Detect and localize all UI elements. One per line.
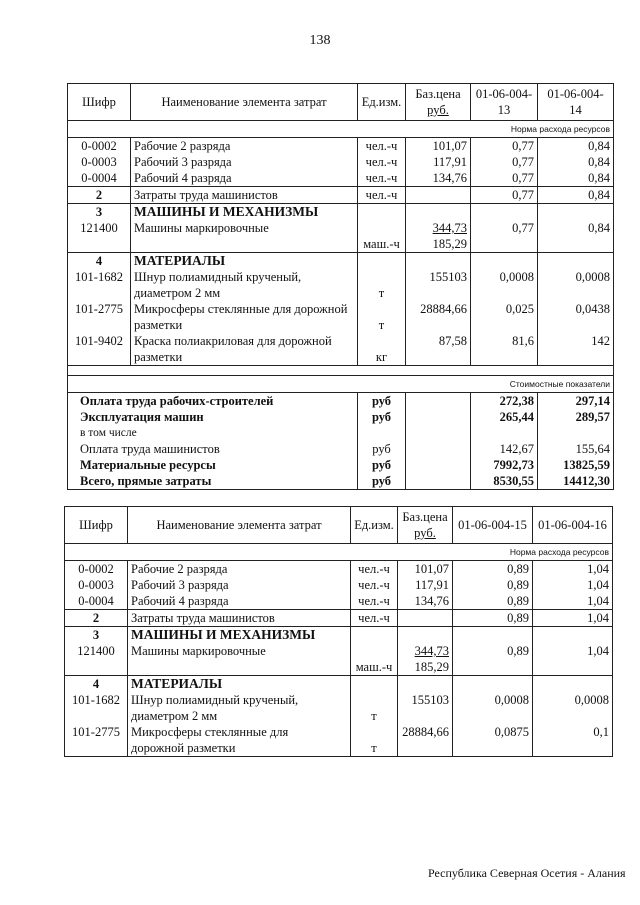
band-cost: Стоимостные показатели [68, 376, 614, 393]
table-row: 0-0002 Рабочие 2 разряда чел.-ч 101,07 0,77 0,84 [68, 138, 614, 155]
table-row: 0-0004 Рабочий 4 разряда чел.-ч 134,76 0,89 1,04 [65, 593, 613, 610]
table-row: 101-2775 Микросферы стеклянные для дорожной разметки т 28884,66 0,0875 0,1 [65, 724, 613, 757]
header-unit: Ед.изм. [351, 507, 398, 544]
table-row: 101-2775 Микросферы стеклянные для дорожной разметки т 28884,66 0,025 0,0438 [68, 301, 614, 333]
table-row: 101-9402 Краска полиакриловая для дорожной разметки кг 87,58 81,6 142 [68, 333, 614, 366]
section-row: 3 МАШИНЫ И МЕХАНИЗМЫ [65, 627, 613, 644]
section-row: 4 МАТЕРИАЛЫ [65, 676, 613, 693]
table-row: 121400 Машины маркировочные маш.-ч 344,73 185,29 0,77 0,84 [68, 220, 614, 253]
estimate-table-1 [67, 83, 614, 490]
header-code: Шифр [65, 507, 128, 544]
summary-row: Всего, прямые затраты руб 8530,55 14412,30 [68, 473, 614, 490]
table-row: 121400 Машины маркировочные маш.-ч 344,73 185,29 0,89 1,04 [65, 643, 613, 676]
table-row: 0-0003 Рабочий 3 разряда чел.-ч 117,91 0,77 0,84 [68, 154, 614, 170]
page-number: 138 [309, 33, 331, 48]
summary-row: Оплата труда машинистов руб 142,67 155,64 [68, 441, 614, 457]
header-col6: 01-06-004-16 [533, 507, 613, 544]
table-header [65, 507, 613, 544]
header-col5: 01-06-004-15 [453, 507, 533, 544]
estimate-table-2 [64, 506, 613, 757]
header-col5: 01-06-004- 13 [471, 84, 538, 121]
summary-row: Материальные ресурсы руб 7992,73 13825,59 [68, 457, 614, 473]
header-col6: 01-06-004- 14 [538, 84, 614, 121]
summary-row: Эксплуатация машин руб 265,44 289,57 [68, 409, 614, 425]
section-row: 4 МАТЕРИАЛЫ [68, 253, 614, 270]
band-norm: Норма расхода ресурсов [65, 544, 613, 561]
page-footer: Республика Северная Осетия - Алания [428, 866, 626, 880]
summary-row: Оплата труда рабочих-строителей руб 272,38 297,14 [68, 393, 614, 410]
table-row: 0-0004 Рабочий 4 разряда чел.-ч 134,76 0,77 0,84 [68, 170, 614, 187]
summary-row: в том числе [68, 425, 614, 441]
table-header [68, 84, 614, 121]
band-norm: Норма расхода ресурсов [68, 121, 614, 138]
header-name: Наименование элемента затрат [128, 507, 351, 544]
table-row: 2 Затраты труда машинистов чел.-ч 0,89 1,04 [65, 610, 613, 627]
table-row: 0-0002 Рабочие 2 разряда чел.-ч 101,07 0,89 1,04 [65, 561, 613, 578]
table-row: 101-1682 Шнур полиамидный крученый, диаметром 2 мм т 155103 0,0008 0,0008 [65, 692, 613, 724]
header-name: Наименование элемента затрат [131, 84, 358, 121]
section-row: 3 МАШИНЫ И МЕХАНИЗМЫ [68, 204, 614, 221]
header-unit: Ед.изм. [358, 84, 406, 121]
table-row: 101-1682 Шнур полиамидный крученый, диаметром 2 мм т 155103 0,0008 0,0008 [68, 269, 614, 301]
header-price: Баз.цена руб. [406, 84, 471, 121]
table-row: 2 Затраты труда машинистов чел.-ч 0,77 0,84 [68, 187, 614, 204]
header-code: Шифр [68, 84, 131, 121]
table-row: 0-0003 Рабочий 3 разряда чел.-ч 117,91 0,89 1,04 [65, 577, 613, 593]
header-price: Баз.цена руб. [398, 507, 453, 544]
